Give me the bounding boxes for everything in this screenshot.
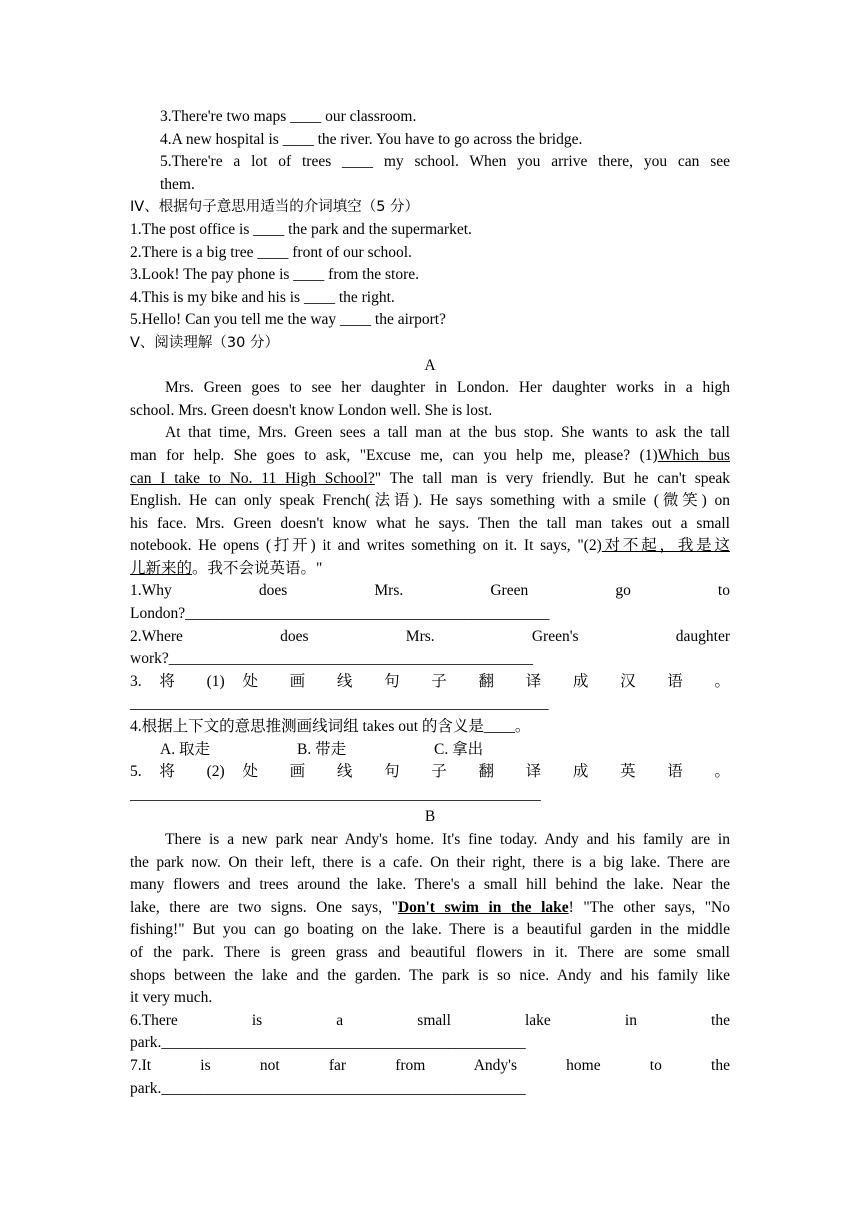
passage-label: A: [424, 356, 436, 374]
underlined-sentence-2-cont: 儿新来的: [130, 559, 193, 577]
question-5: 5. 将 (2) 处 画 线 句 子 翻 译 成 英 语 。: [130, 763, 730, 781]
passage-line: [130, 897, 730, 920]
underlined-sentence-1: Which bus: [657, 446, 730, 464]
passage-label: B: [424, 808, 436, 826]
passage-line: school. Mrs. Green doesn't know London well. She is lost.: [130, 401, 493, 419]
underlined-sentence-2: 对不起，我是这: [601, 537, 730, 555]
passage-line: [130, 558, 730, 581]
question-1-answer-line: London?_______________________________________________: [130, 605, 550, 623]
passage-text: ! "The other says, "No: [568, 898, 730, 916]
passage-text: man for help. She goes to ask, "Excuse me, can you help me, please? (1): [130, 446, 658, 464]
passage-line: [130, 445, 730, 468]
question-7: 7.It is not far from Andy's home to the: [130, 1056, 730, 1074]
question-3-answer-line: ______________________________________________________: [130, 695, 549, 713]
exercise-item: 2.There is a big tree ____ front of our school.: [130, 243, 412, 261]
exercise-item: 5.Hello! Can you tell me the way ____ the airport?: [130, 311, 446, 329]
option-b: B. 带走: [297, 740, 347, 758]
exercise-item: 1.The post office is ____ the park and the supermarket.: [130, 220, 472, 238]
question-4-options: [130, 739, 730, 762]
passage-line: fishing!" But you can go boating on the lake. There is a beautiful garden in the middle: [130, 921, 730, 939]
section-heading: IV、根据句子意思用适当的介词填空（5 分）: [130, 199, 420, 216]
passage-line: [130, 535, 730, 558]
passage-line: the park now. On their left, there is a cafe. On their right, there is a big lake. There are: [130, 853, 730, 871]
exercise-item: 4.This is my bike and his is ____ the right.: [130, 288, 395, 306]
passage-line: many flowers and trees around the lake. There's a small hill behind the lake. Near the: [130, 876, 730, 894]
question-2: 2.Where does Mrs. Green's daughter: [130, 627, 730, 645]
passage-line: [130, 468, 730, 491]
exercise-item-continued: them.: [160, 175, 195, 193]
underlined-sentence-1-cont: can I take to No. 11 High School?: [130, 469, 375, 487]
section-heading: V、阅读理解（30 分）: [130, 334, 279, 351]
sign-text: Don't swim in the lake: [397, 898, 569, 916]
passage-text: " The tall man is very friendly. But he can't speak: [374, 469, 730, 487]
exercise-item: 3.Look! The pay phone is ____ from the store.: [130, 266, 419, 284]
option-c: C. 拿出: [434, 740, 484, 758]
passage-line: There is a new park near Andy's home. It's fine today. Andy and his family are in: [165, 831, 730, 848]
worksheet-column: [130, 106, 730, 1100]
passage-line: shops between the lake and the garden. The park is so nice. Andy and his family like: [130, 966, 730, 984]
question-6: 6.There is a small lake in the: [130, 1011, 730, 1029]
passage-line: English. He can only speak French(法语). He says something with a smile (微笑) on: [130, 492, 730, 510]
question-2-answer-line: work?_______________________________________________: [130, 650, 533, 668]
passage-line: it very much.: [130, 989, 213, 1007]
question-7-answer-line: park._______________________________________________: [130, 1079, 526, 1097]
passage-text: 。我不会说英语。": [192, 559, 323, 577]
question-3: 3. 将 (1) 处 画 线 句 子 翻 译 成 汉 语 。: [130, 672, 730, 690]
question-1: 1.Why does Mrs. Green go to: [130, 582, 730, 600]
option-a: A. 取走: [160, 740, 210, 758]
question-4: 4.根据上下文的意思推测画线词组 takes out 的含义是____。: [130, 718, 531, 736]
exercise-item: 3.There're two maps ____ our classroom.: [160, 108, 417, 125]
exercise-item: 5.There're a lot of trees ____ my school. When you arrive there, you can see: [160, 153, 730, 171]
passage-line: of the park. There is green grass and beautiful flowers in it. There are some small: [130, 943, 730, 961]
passage-line: At that time, Mrs. Green sees a tall man at the bus stop. She wants to ask the tall: [165, 424, 730, 442]
question-6-answer-line: park._______________________________________________: [130, 1034, 526, 1052]
passage-text: lake, there are two signs. One says, ": [130, 898, 398, 916]
exercise-item: 4.A new hospital is ____ the river. You have to go across the bridge.: [160, 130, 583, 148]
passage-line: Mrs. Green goes to see her daughter in London. Her daughter works in a high: [165, 379, 730, 397]
passage-text: notebook. He opens (打开) it and writes something on it. It says, "(2): [130, 537, 602, 555]
question-5-answer-line: _____________________________________________________: [130, 785, 541, 803]
passage-line: his face. Mrs. Green doesn't know what he says. Then the tall man takes out a small: [130, 514, 730, 532]
